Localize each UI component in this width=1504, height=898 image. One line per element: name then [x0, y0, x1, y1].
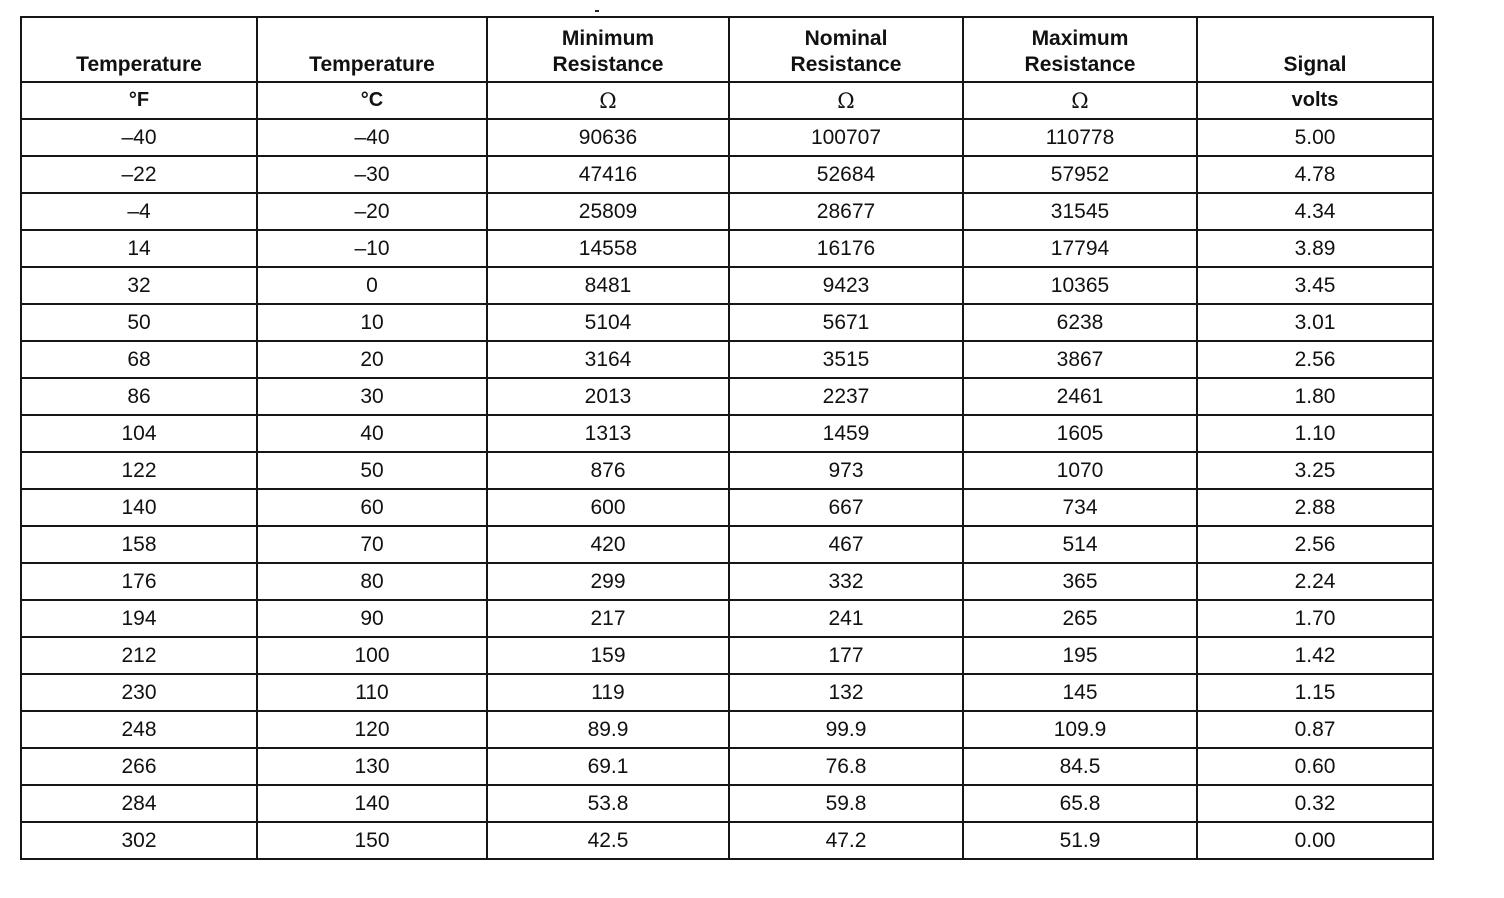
- cell-min-resistance: 600: [487, 489, 729, 526]
- cell-max-resistance: 51.9: [963, 822, 1197, 859]
- cell-nominal-resistance: 9423: [729, 267, 963, 304]
- cell-temp-f: 302: [21, 822, 257, 859]
- unit-celsius: °C: [257, 82, 487, 119]
- cell-max-resistance: 2461: [963, 378, 1197, 415]
- cell-temp-c: 30: [257, 378, 487, 415]
- header-temperature-f: [21, 17, 257, 82]
- table-row: [21, 267, 1433, 304]
- header-text-line-1: Minimum: [561, 27, 655, 50]
- cell-min-resistance: 42.5: [487, 822, 729, 859]
- table-row: [21, 341, 1433, 378]
- cell-temp-f: 284: [21, 785, 257, 822]
- header-nominal-resistance: [729, 17, 963, 82]
- cell-max-resistance: 109.9: [963, 711, 1197, 748]
- cell-min-resistance: 3164: [487, 341, 729, 378]
- header-text: Temperature: [76, 53, 202, 76]
- cell-min-resistance: 69.1: [487, 748, 729, 785]
- cell-signal-volts: 3.01: [1197, 304, 1433, 341]
- cell-min-resistance: 47416: [487, 156, 729, 193]
- cell-min-resistance: 217: [487, 600, 729, 637]
- units-row: [21, 82, 1433, 119]
- unit-fahrenheit: °F: [21, 82, 257, 119]
- cell-max-resistance: 365: [963, 563, 1197, 600]
- cell-min-resistance: 119: [487, 674, 729, 711]
- cell-temp-c: –30: [257, 156, 487, 193]
- cell-max-resistance: 265: [963, 600, 1197, 637]
- cell-nominal-resistance: 76.8: [729, 748, 963, 785]
- table-row: [21, 711, 1433, 748]
- cell-nominal-resistance: 52684: [729, 156, 963, 193]
- cell-nominal-resistance: 59.8: [729, 785, 963, 822]
- table-row: [21, 489, 1433, 526]
- cell-temp-c: 40: [257, 415, 487, 452]
- cell-temp-c: 130: [257, 748, 487, 785]
- temperature-resistance-table: [20, 16, 1434, 860]
- cell-signal-volts: 0.00: [1197, 822, 1433, 859]
- cell-signal-volts: 0.32: [1197, 785, 1433, 822]
- cell-min-resistance: 5104: [487, 304, 729, 341]
- cell-max-resistance: 195: [963, 637, 1197, 674]
- header-row: [21, 17, 1433, 82]
- cell-max-resistance: 31545: [963, 193, 1197, 230]
- cell-temp-c: –40: [257, 119, 487, 156]
- cell-temp-f: 176: [21, 563, 257, 600]
- cell-temp-c: 120: [257, 711, 487, 748]
- cell-nominal-resistance: 47.2: [729, 822, 963, 859]
- cell-temp-f: 68: [21, 341, 257, 378]
- cell-signal-volts: 1.15: [1197, 674, 1433, 711]
- cell-max-resistance: 1605: [963, 415, 1197, 452]
- header-text-line-1: Maximum: [1031, 27, 1129, 50]
- cell-max-resistance: 17794: [963, 230, 1197, 267]
- cell-max-resistance: 10365: [963, 267, 1197, 304]
- cell-max-resistance: 6238: [963, 304, 1197, 341]
- cell-nominal-resistance: 28677: [729, 193, 963, 230]
- cell-temp-f: 122: [21, 452, 257, 489]
- cell-min-resistance: 90636: [487, 119, 729, 156]
- cell-temp-f: 104: [21, 415, 257, 452]
- cell-min-resistance: 159: [487, 637, 729, 674]
- table-row: [21, 563, 1433, 600]
- table-row: [21, 156, 1433, 193]
- header-text-line-1: Nominal: [804, 27, 888, 50]
- header-maximum-resistance: [963, 17, 1197, 82]
- cell-temp-c: 140: [257, 785, 487, 822]
- cell-temp-c: 70: [257, 526, 487, 563]
- cell-temp-f: –40: [21, 119, 257, 156]
- cell-temp-f: –22: [21, 156, 257, 193]
- cell-temp-f: 230: [21, 674, 257, 711]
- cell-temp-f: 248: [21, 711, 257, 748]
- header-text-line-2: Resistance: [552, 53, 664, 76]
- cell-temp-c: 50: [257, 452, 487, 489]
- cell-min-resistance: 25809: [487, 193, 729, 230]
- cell-signal-volts: 3.89: [1197, 230, 1433, 267]
- cell-signal-volts: 1.10: [1197, 415, 1433, 452]
- cell-temp-c: 100: [257, 637, 487, 674]
- table-row: [21, 304, 1433, 341]
- table-row: [21, 600, 1433, 637]
- cell-temp-f: 140: [21, 489, 257, 526]
- cell-temp-c: 80: [257, 563, 487, 600]
- table-body: [21, 119, 1433, 859]
- stray-mark: [595, 10, 599, 12]
- table-row: [21, 637, 1433, 674]
- cell-temp-c: –20: [257, 193, 487, 230]
- cell-nominal-resistance: 5671: [729, 304, 963, 341]
- cell-signal-volts: 1.80: [1197, 378, 1433, 415]
- cell-signal-volts: 1.70: [1197, 600, 1433, 637]
- cell-temp-f: 158: [21, 526, 257, 563]
- cell-min-resistance: 14558: [487, 230, 729, 267]
- cell-max-resistance: 110778: [963, 119, 1197, 156]
- cell-temp-c: 150: [257, 822, 487, 859]
- cell-max-resistance: 1070: [963, 452, 1197, 489]
- cell-nominal-resistance: 3515: [729, 341, 963, 378]
- cell-min-resistance: 2013: [487, 378, 729, 415]
- cell-temp-c: –10: [257, 230, 487, 267]
- cell-min-resistance: 420: [487, 526, 729, 563]
- cell-max-resistance: 734: [963, 489, 1197, 526]
- cell-signal-volts: 3.45: [1197, 267, 1433, 304]
- header-text: Signal: [1283, 53, 1347, 76]
- header-temperature-c: [257, 17, 487, 82]
- header-text: Temperature: [309, 53, 435, 76]
- table-row: [21, 674, 1433, 711]
- cell-signal-volts: 0.60: [1197, 748, 1433, 785]
- cell-nominal-resistance: 973: [729, 452, 963, 489]
- cell-max-resistance: 65.8: [963, 785, 1197, 822]
- cell-temp-c: 60: [257, 489, 487, 526]
- cell-temp-c: 110: [257, 674, 487, 711]
- cell-temp-f: 32: [21, 267, 257, 304]
- cell-nominal-resistance: 1459: [729, 415, 963, 452]
- table-row: [21, 748, 1433, 785]
- cell-max-resistance: 84.5: [963, 748, 1197, 785]
- cell-min-resistance: 89.9: [487, 711, 729, 748]
- cell-temp-f: 212: [21, 637, 257, 674]
- table-row: [21, 378, 1433, 415]
- unit-volts: volts: [1197, 82, 1433, 119]
- unit-ohm-maximum: Ω: [963, 82, 1197, 119]
- table-row: [21, 415, 1433, 452]
- cell-nominal-resistance: 132: [729, 674, 963, 711]
- cell-nominal-resistance: 177: [729, 637, 963, 674]
- cell-temp-f: 14: [21, 230, 257, 267]
- cell-max-resistance: 145: [963, 674, 1197, 711]
- cell-max-resistance: 514: [963, 526, 1197, 563]
- cell-temp-f: 194: [21, 600, 257, 637]
- header-signal: [1197, 17, 1433, 82]
- cell-signal-volts: 2.56: [1197, 341, 1433, 378]
- cell-signal-volts: 0.87: [1197, 711, 1433, 748]
- cell-signal-volts: 5.00: [1197, 119, 1433, 156]
- cell-nominal-resistance: 332: [729, 563, 963, 600]
- cell-temp-c: 90: [257, 600, 487, 637]
- header-text-line-2: Resistance: [790, 53, 902, 76]
- table-row: [21, 193, 1433, 230]
- cell-nominal-resistance: 16176: [729, 230, 963, 267]
- cell-nominal-resistance: 667: [729, 489, 963, 526]
- header-text-line-2: Resistance: [1024, 53, 1136, 76]
- table-row: [21, 119, 1433, 156]
- cell-max-resistance: 3867: [963, 341, 1197, 378]
- table-row: [21, 785, 1433, 822]
- cell-signal-volts: 3.25: [1197, 452, 1433, 489]
- cell-temp-c: 20: [257, 341, 487, 378]
- header-minimum-resistance: [487, 17, 729, 82]
- unit-ohm-nominal: Ω: [729, 82, 963, 119]
- cell-temp-c: 0: [257, 267, 487, 304]
- cell-temp-f: 50: [21, 304, 257, 341]
- cell-temp-f: 86: [21, 378, 257, 415]
- table-row: [21, 822, 1433, 859]
- cell-min-resistance: 8481: [487, 267, 729, 304]
- table-row: [21, 526, 1433, 563]
- table-row: [21, 230, 1433, 267]
- cell-min-resistance: 53.8: [487, 785, 729, 822]
- cell-signal-volts: 2.56: [1197, 526, 1433, 563]
- cell-signal-volts: 1.42: [1197, 637, 1433, 674]
- cell-signal-volts: 2.88: [1197, 489, 1433, 526]
- cell-temp-c: 10: [257, 304, 487, 341]
- cell-max-resistance: 57952: [963, 156, 1197, 193]
- cell-temp-f: –4: [21, 193, 257, 230]
- cell-signal-volts: 2.24: [1197, 563, 1433, 600]
- cell-signal-volts: 4.34: [1197, 193, 1433, 230]
- table-row: [21, 452, 1433, 489]
- cell-nominal-resistance: 241: [729, 600, 963, 637]
- cell-temp-f: 266: [21, 748, 257, 785]
- cell-nominal-resistance: 467: [729, 526, 963, 563]
- cell-min-resistance: 876: [487, 452, 729, 489]
- cell-min-resistance: 1313: [487, 415, 729, 452]
- unit-ohm-minimum: Ω: [487, 82, 729, 119]
- cell-nominal-resistance: 99.9: [729, 711, 963, 748]
- cell-nominal-resistance: 100707: [729, 119, 963, 156]
- cell-signal-volts: 4.78: [1197, 156, 1433, 193]
- cell-min-resistance: 299: [487, 563, 729, 600]
- cell-nominal-resistance: 2237: [729, 378, 963, 415]
